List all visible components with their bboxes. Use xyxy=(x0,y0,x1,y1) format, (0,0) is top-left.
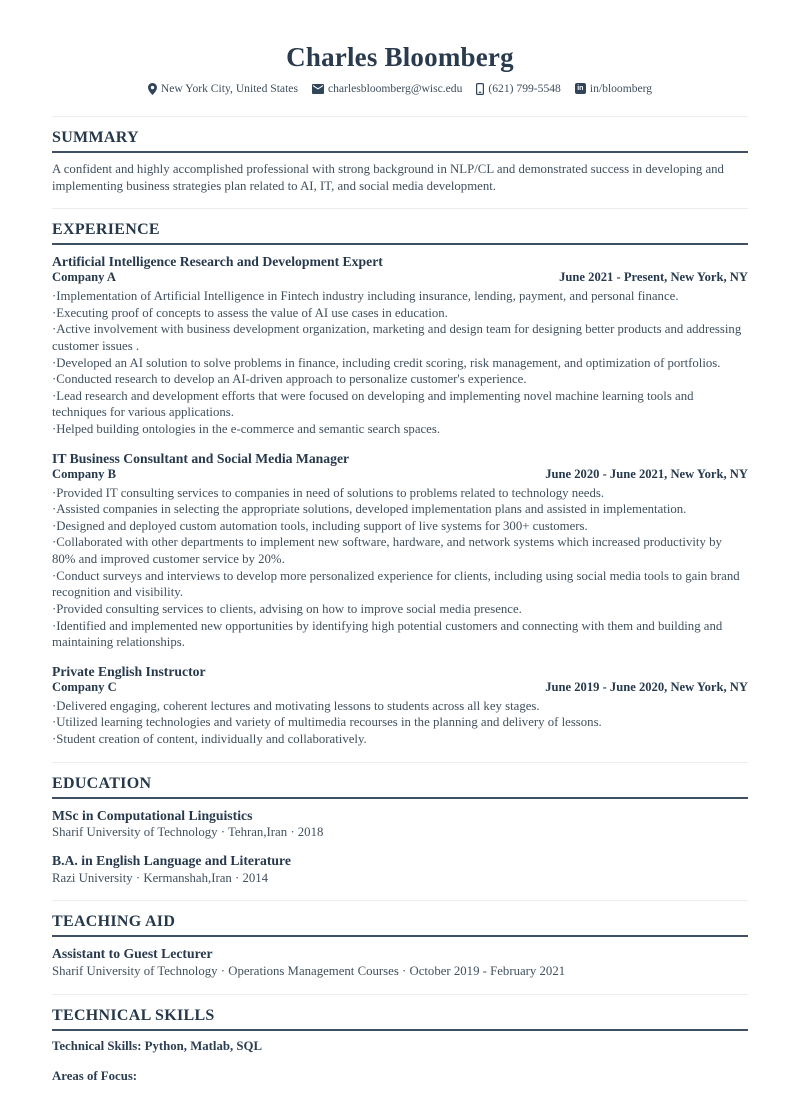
location-pin-icon xyxy=(148,83,157,95)
bullet-item: · Identified and implemented new opportunities by identifying high potential customers and connecting with them and building and maintaining relationships. xyxy=(52,618,748,651)
contact-linkedin xyxy=(575,82,652,95)
contact-phone-text: (621) 799-5548 xyxy=(488,82,561,95)
job-role: IT Business Consultant and Social Media Manager xyxy=(52,450,350,466)
job-dates: June 2021 - Present, New York, NY xyxy=(559,270,748,285)
bullet-item: · Conduct surveys and interviews to develop more personalized experience for clients, including using social media tools to gain brand recognition and visibility. xyxy=(52,568,748,601)
degree-entry xyxy=(52,852,748,886)
technical-skills-title: TECHNICAL SKILLS xyxy=(52,1007,748,1031)
contact-linkedin-text: in/bloomberg xyxy=(589,82,653,95)
contact-row xyxy=(52,82,748,95)
degree-entry xyxy=(52,807,748,841)
job-company: Company A xyxy=(52,270,117,285)
degree-name: B.A. in English Language and Literature xyxy=(52,853,291,869)
bullet-item: · Active involvement with business development organization, marketing and design team for designing better products and addressing customer issues . xyxy=(52,321,748,354)
degree-name: MSc in Computational Linguistics xyxy=(52,807,253,823)
bullet-item: · Collaborated with other departments to implement new software, hardware, and network systems which increased productivity by 80% and improved customer service by 20%. xyxy=(52,534,748,567)
degree-details: Razi University · Kermanshah,Iran · 2014 xyxy=(52,870,269,885)
bullet-item: · Executing proof of concepts to assess the value of AI use cases in education. xyxy=(52,305,748,322)
bullet-item: · Implementation of Artificial Intelligence in Fintech industry including insurance, lending, payment, and personal finance. xyxy=(52,288,748,305)
areas-of-focus-line: Areas of Focus: xyxy=(52,1068,138,1083)
teaching-entry xyxy=(52,945,748,979)
bullet-item: · Conducted research to develop an AI-driven approach to personalize customer's experience. xyxy=(52,371,748,388)
education-title: EDUCATION xyxy=(52,775,748,799)
job-entry xyxy=(52,450,748,651)
bullet-item: · Provided IT consulting services to companies in need of solutions to problems related to technology needs. xyxy=(52,485,748,502)
job-bullets xyxy=(52,288,748,438)
bullet-item: · Developed an AI solution to solve problems in finance, including credit scoring, risk management, and optimization of portfolios. xyxy=(52,355,748,372)
bullet-item: · Student creation of content, individually and collaboratively. xyxy=(52,731,748,748)
contact-location xyxy=(148,82,298,95)
phone-icon xyxy=(476,83,484,95)
section-divider xyxy=(52,762,748,763)
section-teaching-aid xyxy=(52,900,748,993)
job-role: Artificial Intelligence Research and Development Expert xyxy=(52,254,383,270)
job-company: Company B xyxy=(52,466,117,481)
contact-phone xyxy=(476,82,560,95)
job-dates: June 2019 - June 2020, New York, NY xyxy=(545,679,748,694)
bullet-item: · Provided consulting services to clients, advising on how to improve social media presence. xyxy=(52,601,748,618)
job-entry xyxy=(52,253,748,437)
teaching-details: Sharif University of Technology · Operations Management Courses · October 2019 - February 2021 xyxy=(52,964,566,979)
job-bullets xyxy=(52,698,748,748)
teaching-role: Assistant to Guest Lecturer xyxy=(52,946,213,962)
technical-skills-line: Technical Skills: Python, Matlab, SQL xyxy=(52,1038,263,1053)
bullet-item: · Helped building ontologies in the e-commerce and semantic search spaces. xyxy=(52,421,748,438)
section-divider xyxy=(52,994,748,995)
bullet-item: · Designed and deployed custom automation tools, including support of live systems for 300+ customers. xyxy=(52,518,748,535)
bullet-item: · Lead research and development efforts that were focused on developing and implementing novel machine learning tools and techniques for various applications. xyxy=(52,388,748,421)
job-company: Company C xyxy=(52,679,117,694)
summary-text: A confident and highly accomplished professional with strong background in NLP/CL and demonstrated success in developing and implementing business strategies plan related to AI, IT, and social media development. xyxy=(52,162,724,193)
section-experience xyxy=(52,208,748,761)
experience-title: EXPERIENCE xyxy=(52,221,748,245)
section-divider xyxy=(52,116,748,117)
contact-email xyxy=(312,82,462,95)
job-dates: June 2020 - June 2021, New York, NY xyxy=(545,466,748,481)
bullet-item: · Delivered engaging, coherent lectures and motivating lessons to students across all key stages. xyxy=(52,698,748,715)
section-technical-skills xyxy=(52,994,748,1098)
job-entry xyxy=(52,663,748,748)
job-bullets xyxy=(52,485,748,651)
person-name: Charles Bloomberg xyxy=(286,42,514,72)
bullet-item: · Assisted companies in selecting the appropriate solutions, developed implementation plans and assisted in implementation. xyxy=(52,501,748,518)
summary-title: SUMMARY xyxy=(52,129,748,153)
section-education xyxy=(52,762,748,901)
linkedin-icon xyxy=(575,83,586,94)
bullet-item: · Utilized learning technologies and variety of multimedia recourses in the planning and delivery of lessons. xyxy=(52,714,748,731)
contact-email-text: charlesbloomberg@wisc.edu xyxy=(327,82,463,95)
degree-details: Sharif University of Technology · Tehran,Iran · 2018 xyxy=(52,825,324,840)
section-divider xyxy=(52,208,748,209)
resume-header xyxy=(52,42,748,95)
email-icon xyxy=(312,84,324,94)
job-role: Private English Instructor xyxy=(52,663,206,679)
contact-location-text: New York City, United States xyxy=(160,82,298,95)
teaching-aid-title: TEACHING AID xyxy=(52,913,748,937)
section-summary xyxy=(52,116,748,208)
section-divider xyxy=(52,900,748,901)
